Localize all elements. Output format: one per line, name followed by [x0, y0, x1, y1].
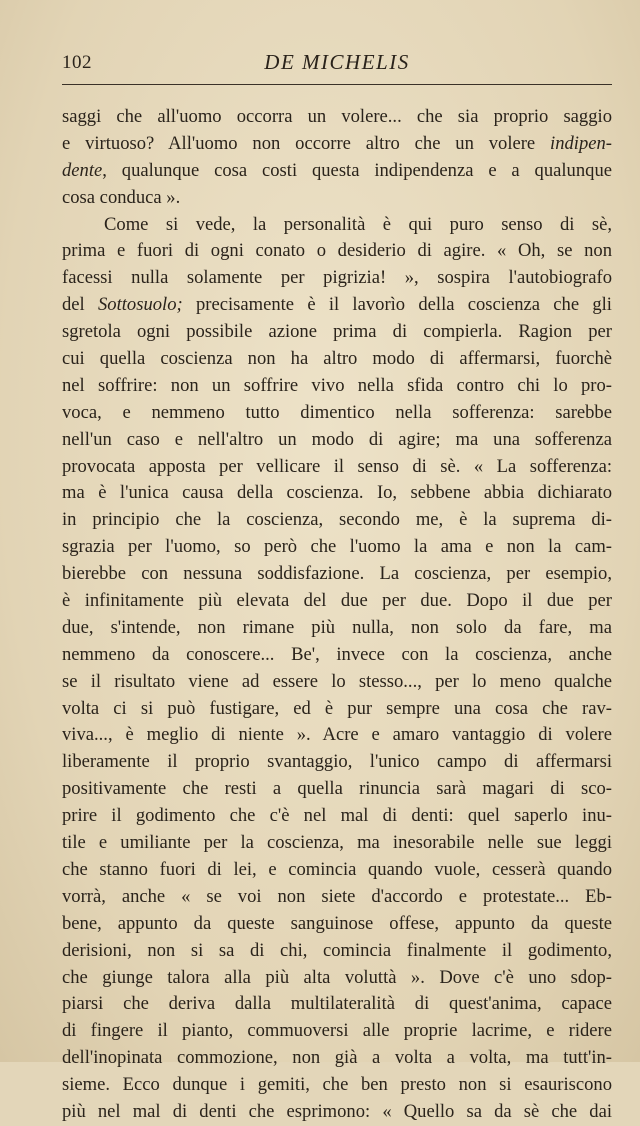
text-line: positivamente che resti a quella rinuncia sarà magari di sco-: [62, 778, 612, 800]
italic-word: dente: [62, 159, 103, 181]
text-line: di fingere il pianto, commuoversi alle proprie lacrime, e ridere: [62, 1020, 612, 1042]
text-line: facessi nulla solamente per pigrizia! », sospira l'autobiografo: [62, 267, 612, 289]
text-line: sgretola ogni possibile azione prima di compierla. Ragion per: [62, 321, 612, 343]
text-line: dell'inopinata commozione, non già a volta a volta, ma tutt'in-: [62, 1047, 612, 1069]
text-line: sgrazia per l'uomo, so però che l'uomo la ama e non la cam-: [62, 536, 612, 558]
text-line: volta ci si può fustigare, ed è pur sempre una cosa che rav-: [62, 697, 612, 719]
page-number: 102: [62, 52, 92, 73]
italic-word: indipen-: [550, 132, 612, 154]
text-line: che stanno fuori di lei, e comincia quando vuole, cesserà quando: [62, 858, 612, 880]
text-line: e virtuoso? All'uomo non occorre altro che un volere indipen-: [62, 132, 612, 154]
text-line: saggi che all'uomo occorra un volere... che sia proprio saggio: [62, 106, 612, 127]
text-line: è infinitamente più elevata del due per due. Dopo il due per: [62, 590, 612, 612]
header-rule: [62, 84, 612, 85]
text-line: vorrà, anche « se voi non siete d'accordo e protestate... Eb-: [62, 885, 612, 907]
text-line: nel soffrire: non un soffrire vivo nella sfida contro chi lo pro-: [62, 374, 612, 396]
text-line: nemmeno da conoscere... Be', invece con la coscienza, anche: [62, 643, 612, 665]
text-line: derisioni, non si sa di chi, comincia finalmente il godimento,: [62, 939, 612, 961]
text-line: voca, e nemmeno tutto dimentico nella sofferenza: sarebbe: [62, 401, 612, 423]
text-line: che giunge talora alla più alta voluttà ». Dove c'è uno sdop-: [62, 966, 612, 988]
body-text: [62, 104, 612, 1126]
text-line: cosa conduca ».: [62, 186, 181, 208]
text-line: nell'un caso e nell'altro un modo di agire; ma una sofferenza: [62, 428, 612, 450]
text-line: prire il godimento che c'è nel mal di denti: quel saperlo inu-: [62, 805, 612, 827]
text-line: sieme. Ecco dunque i gemiti, che ben presto non si esauriscono: [62, 1074, 612, 1096]
text-line: ma è l'unica causa della coscienza. Io, sebbene abbia dichiarato: [62, 482, 612, 504]
italic-title: Sottosuolo;: [97, 294, 183, 316]
running-head: DE MICHELIS: [264, 50, 410, 74]
text-line: bene, appunto da queste sanguinose offese, appunto da queste: [62, 912, 612, 934]
text-line: provocata apposta per vellicare il senso di sè. « La sofferenza:: [62, 455, 612, 477]
text-line: più nel mal di denti che esprimono: « Quello sa da sè che dai: [62, 1100, 612, 1122]
text-line: viva..., è meglio di niente ». Acre e amaro vantaggio di volere: [62, 724, 612, 746]
text-line: del Sottosuolo; precisamente è il lavorìo della coscienza che gli: [62, 294, 612, 316]
text-line: due, s'intende, non rimane più nulla, non solo da fare, ma: [62, 616, 612, 638]
text-line: tile e umiliante per la coscienza, ma inesorabile nelle sue leggi: [62, 832, 612, 854]
page-header: [62, 50, 612, 78]
text-line: piarsi che deriva dalla multilateralità di quest'anima, capace: [62, 993, 612, 1015]
text-line: cui quella coscienza non ha altro modo di affermarsi, fuorchè: [62, 348, 612, 370]
text-line: prima e fuori di ogni conato o desiderio di agire. « Oh, se non: [62, 240, 612, 262]
text-line: bierebbe con nessuna soddisfazione. La coscienza, per esempio,: [62, 563, 612, 585]
text-line: in principio che la coscienza, secondo me, è la suprema di-: [62, 509, 612, 531]
text-line: se il risultato viene ad essere lo stesso..., per lo meno qualche: [62, 670, 612, 692]
text-line: dente, qualunque cosa costi questa indipendenza e a qualunque: [62, 159, 612, 181]
text-line: liberamente il proprio svantaggio, l'unico campo di affermarsi: [62, 751, 612, 773]
text-line: Come si vede, la personalità è qui puro senso di sè,: [104, 213, 612, 235]
